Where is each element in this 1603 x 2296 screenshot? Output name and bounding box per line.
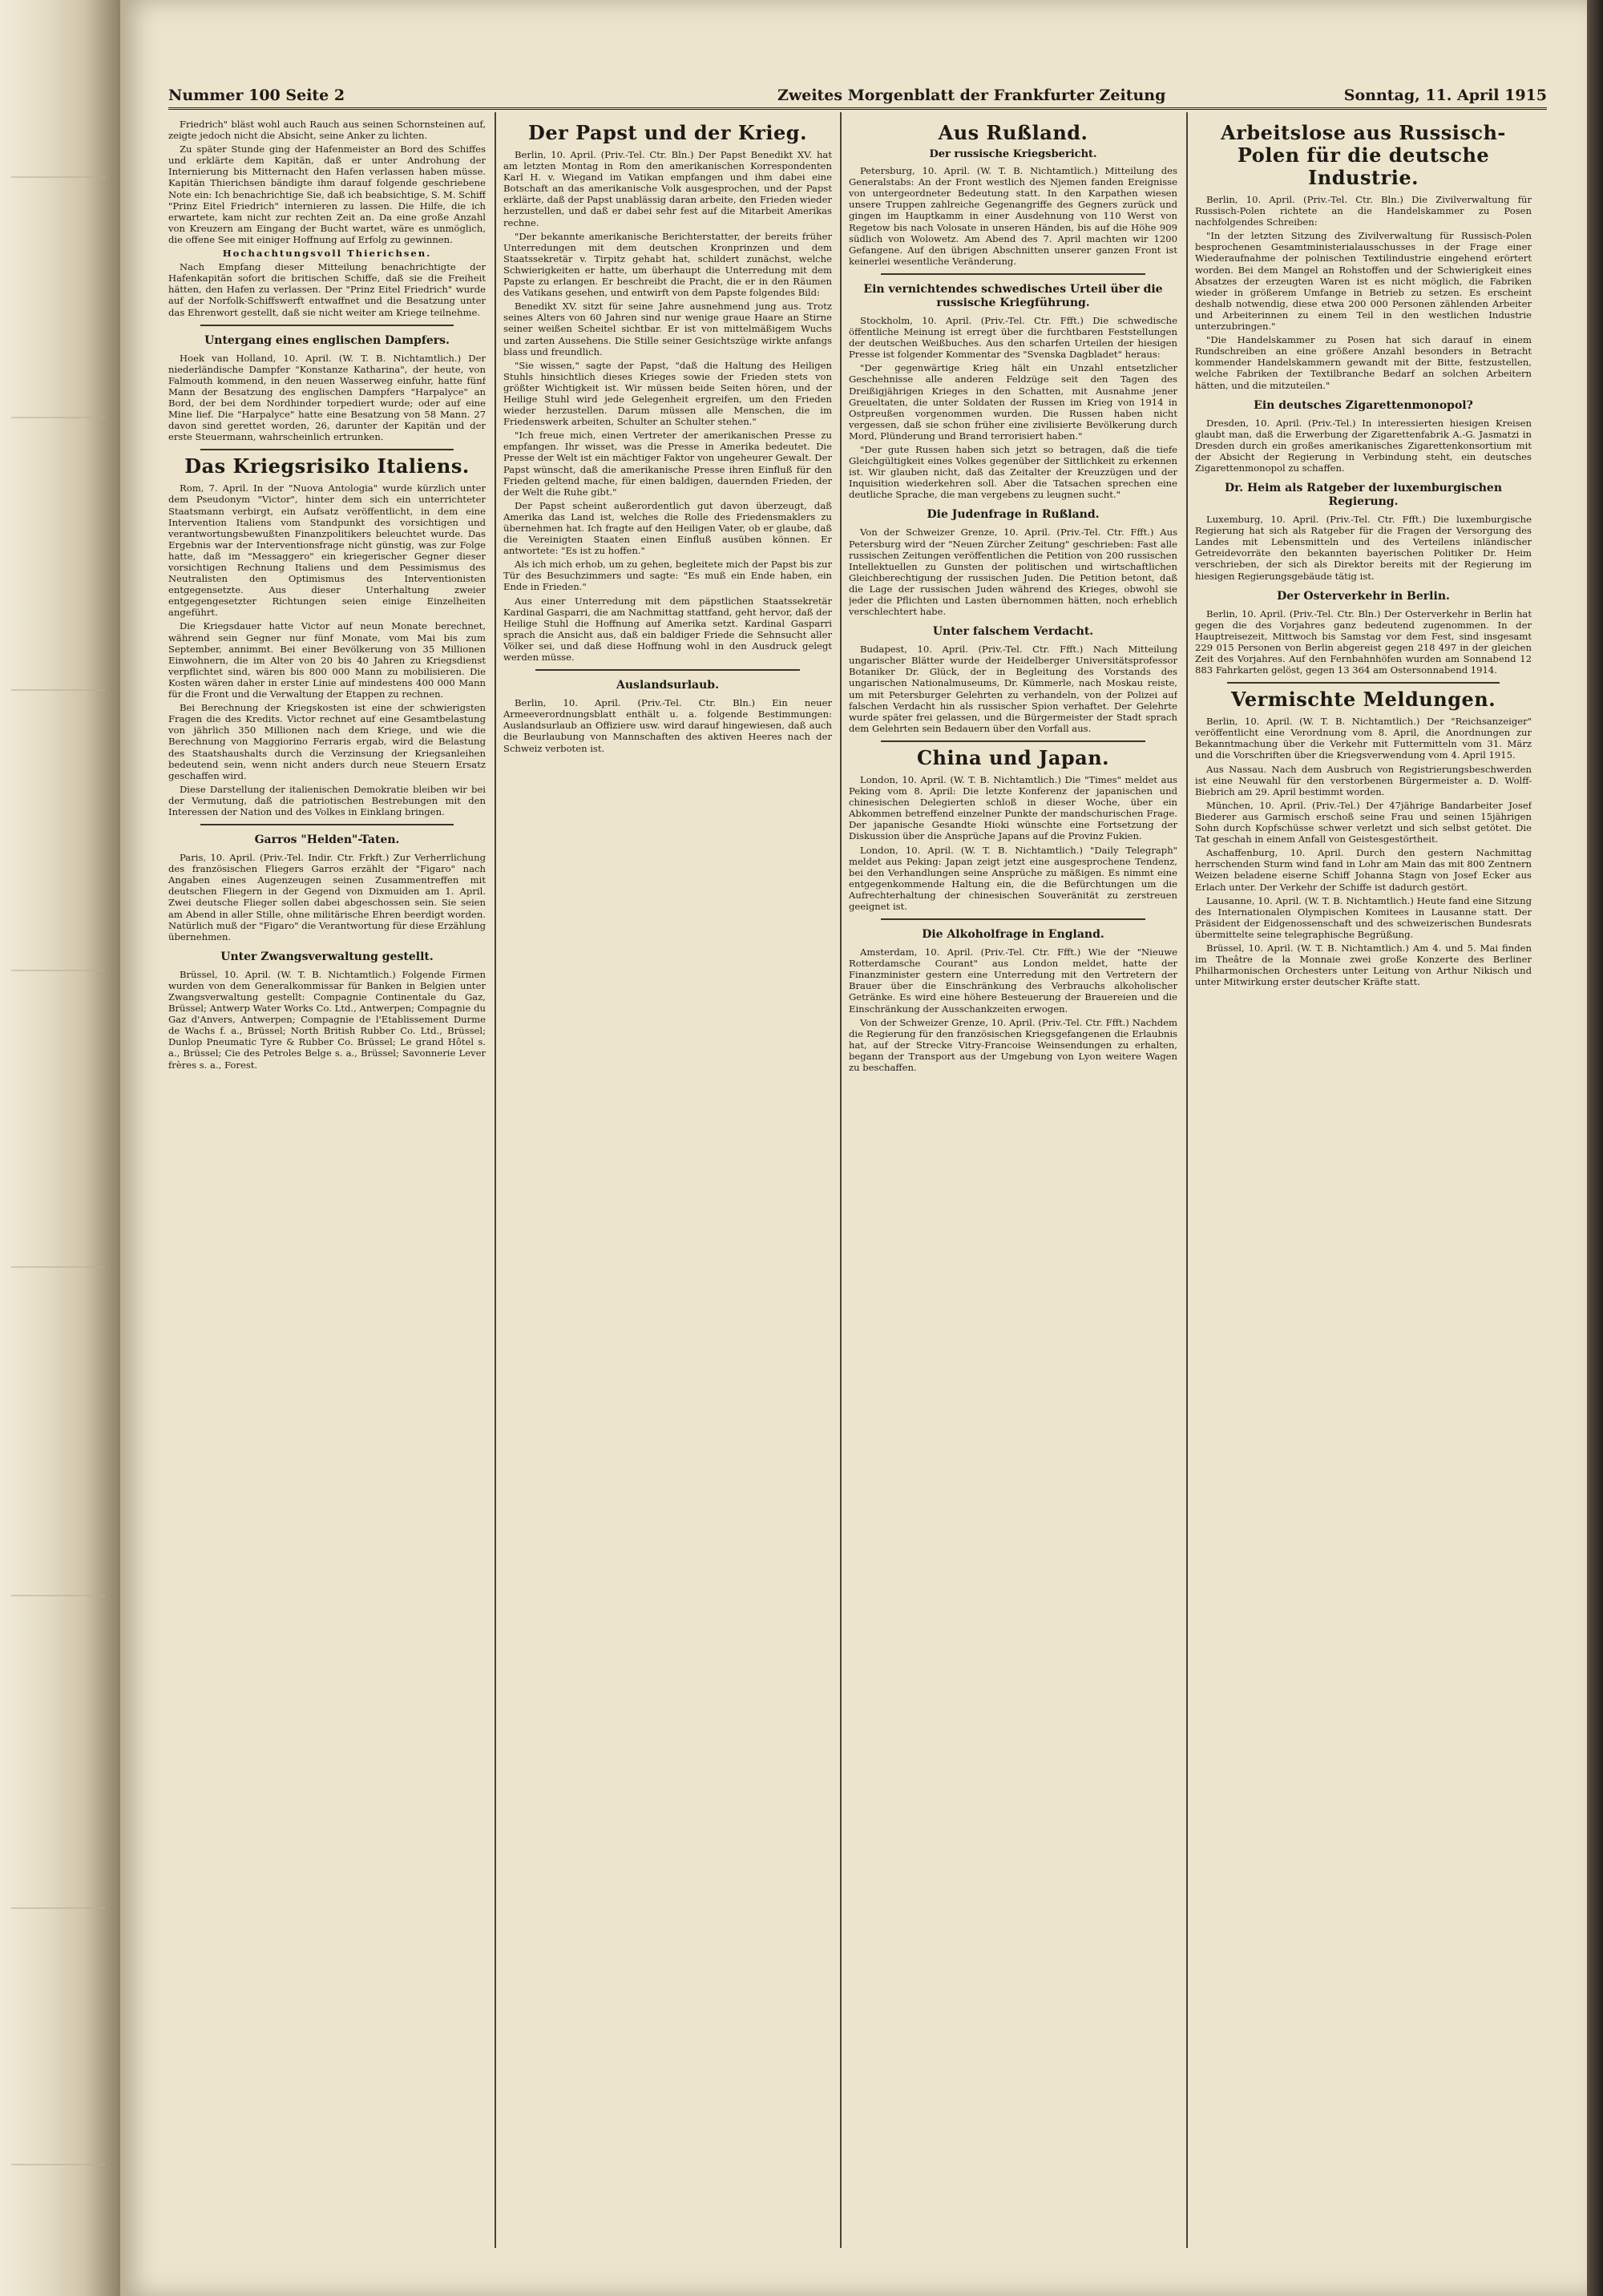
article-paragraph: Berlin, 10. April. (Priv.-Tel. Ctr. Bln.) Der Osterverkehr in Berlin hat gegen die des Vorjahres ganz bedeutend zugenommen. In der Hauptreisezeit, Mittwoch bis Samstag vor dem Fest, sind insgesamt 229 015 Personen von Berlin abgereist gegen 218 497 in der gleichen Zeit des Vorjahres. Auf den Fernbahnhöfen wurden am Sonnabend 12 883 Fahrkarten gelöst, gegen 13 364 am Ostersonnabend 1914.: [1195, 607, 1532, 676]
issue-date: Sonntag, 11. April 1915: [1343, 87, 1547, 104]
divider: [881, 273, 1145, 275]
article-paragraph: London, 10. April. (W. T. B. Nichtamtlich.) Die "Times" meldet aus Peking vom 8. April: Die letzte Konferenz der japanischen und chinesischen Delegierten schloß in dieser Woche, über ein Abkommen betreffend einzelner Punkte der mandschurischen Frage. Der japanische Gesandte Hioki wünschte eine Fortsetzung der Diskussion über die Ansprüche Japans auf die Provinz Fukien.: [849, 773, 1177, 842]
article-paragraph: Budapest, 10. April. (Priv.-Tel. Ctr. Ffft.) Nach Mitteilung ungarischer Blätter wurde der Heidelberger Universitätsprofessor Botaniker Dr. Glück, der in Begleitung des Vorstands des ungarischen Nationalmuseums, Dr. Kümmerle, nach Moskau reiste, um mit Petersburger Gelehrten zu verhandeln, von der Polizei auf falschen Verdacht hin als russischer Spion verhaftet. Der Gelehrte wurde später frei gelassen, und die Bürgermeister der Stadt sprach dem Gelehrten sein Bedauern über den Vorfall aus.: [849, 644, 1177, 734]
article-heading: Untergang eines englischen Dampfers.: [204, 333, 450, 347]
divider: [200, 449, 454, 450]
newspaper-title: Zweites Morgenblatt der Frankfurter Zeitung: [777, 87, 1166, 104]
article-paragraph: "Sie wissen," sagte der Papst, "daß die Haltung des Heiligen Stuhls hinsichtlich dieses Krieges sowie der Frieden stets von größter Wichtigkeit ist. Wir müssen beide Seiten hören, und der Heilige Stuhl wird jede Gelegenheit ergreifen, um den Frieden wieder herzustellen. Darum müssen alle Menschen, die im Friedenswerk arbeiten, Schulter an Schulter stehen.": [503, 359, 832, 428]
adjacent-page-edge: [0, 0, 120, 2296]
article-paragraph: Lausanne, 10. April. (W. T. B. Nichtamtlich.) Heute fand eine Sitzung des Internationalen Olympischen Komitees in Lausanne statt. Der Präsident der Eidgenossenschaft und des schweizerischen Bundesrats übermittelte seine telegraphische Begrüßung.: [1195, 894, 1532, 940]
article-paragraph: Berlin, 10. April. (Priv.-Tel. Ctr. Bln.) Die Zivilverwaltung für Russisch-Polen richtete an die Handelskammer zu Posen nachfolgendes Schreiben:: [1195, 194, 1532, 228]
article-headline: Der Papst und der Krieg.: [528, 121, 807, 144]
article-paragraph: Nach Empfang dieser Mitteilung benachrichtigte der Hafenkapitän sofort die britischen Schiffe, daß sie die Freiheit hätten, den Hafen zu verlassen. Der "Prinz Eitel Friedrich" wurde auf der Norfolk-Schiffswerft entwaffnet und die Besatzung unter das Ehrenwort gestellt, daß sie nicht weiter am Kriege teilnehme.: [168, 261, 486, 318]
divider: [1227, 682, 1500, 684]
newspaper-page: [120, 0, 1587, 2296]
article-headline: China und Japan.: [916, 745, 1110, 769]
article-paragraph: Brüssel, 10. April. (W. T. B. Nichtamtlich.) Am 4. und 5. Mai finden im Theâtre de la Monnaie zwei große Konzerte des Berliner Philharmonischen Orchesters unter Leitung von Arthur Nikisch und unter Mitwirkung erster deutscher Kräfte statt.: [1195, 942, 1532, 988]
article-paragraph: Benedikt XV. sitzt für seine Jahre ausnehmend jung aus. Trotz seines Alters von 60 Jahren sind nur wenige graue Haare an Stirne seiner weißen Scheitel sichtbar. Er ist von mittelmäßigem Wuchs und zarten Aussehens. Die Stille seiner Gesichtszüge wirkte anfangs blass und freundlich.: [503, 301, 832, 357]
article-heading: Ein deutsches Zigarettenmonopol?: [1254, 398, 1473, 412]
article-paragraph: Aus Nassau. Nach dem Ausbruch von Registrierungsbeschwerden ist eine Neuwahl für den verstorbenen Bürgermeister a. D. Wolff-Biebrich am 29. April bestimmt worden.: [1195, 763, 1532, 797]
article-paragraph: "Der gute Russen haben sich jetzt so betragen, daß die tiefe Gleichgültigkeit eines Volkes gegenüber der Sittlichkeit zu erkennen ist. Wir glauben nicht, daß das Zeitalter der Kreuzzügen und der Inquisition wiederkehren soll. Aber die Tatsachen sprechen eine deutliche Sprache, die man vergebens zu leugnen sucht.": [849, 443, 1177, 501]
article-paragraph: Bei Berechnung der Kriegskosten ist eine der schwierigsten Fragen die des Kredits. Victor rechnet auf eine Gesamtbelastung von jährlich 350 Millionen nach dem Kriege, und wie die Berechnung von Maggiorino Ferraris ergab, wird die Belastung des Staatshaushalts durch die Verzinsung der Kriegsanleihen bedeutend sein, wenn nicht anders durch neue Steuern Ersatz geschaffen wird.: [168, 702, 486, 781]
divider: [881, 740, 1145, 742]
article-heading: Unter falschem Verdacht.: [932, 625, 1094, 639]
article-paragraph: Diese Darstellung der italienischen Demokratie bleiben wir bei der Vermutung, daß die patriotischen Bestrebungen mit den Interessen der Nation und des Volkes in Einklang bringen.: [168, 783, 486, 817]
article-paragraph: Der Papst scheint außerordentlich gut davon überzeugt, daß Amerika das Land ist, welches die Rolle des Friedensmaklers zu übernehmen hat. Ich fragte auf den Heiligen Vater, ob er glaube, daß die Vereinigten Staaten einen Einfluß ausüben können. Er antwortete: "Es ist zu hoffen.": [503, 499, 832, 557]
article-headline: Aus Rußland.: [938, 121, 1088, 144]
article-paragraph: Berlin, 10. April. (W. T. B. Nichtamtlich.) Der "Reichsanzeiger" veröffentlicht eine Verordnung vom 8. April, die Anordnungen zur Bekanntmachung über die Verkehr mit Futtermitteln vom 31. März und die Vorschriften über die Kriegsverwendung vom 4. April 1915.: [1195, 716, 1532, 761]
article-headline: Arbeitslose aus Russisch-Polen für die deutsche Industrie.: [1221, 121, 1506, 189]
article-paragraph: "Ich freue mich, einen Vertreter der amerikanischen Presse zu empfangen. Ihr wisset, was die Presse in Amerika bedeutet. Die Presse der Welt ist ein mächtiger Faktor von ungeheurer Gewalt. Der Papst wünscht, daß die amerikanische Presse ihren Einfluß für den Frieden geltend mache, für einen baldigen, dauernden Frieden, der der Welt die Ruhe gibt.": [503, 430, 832, 498]
article-paragraph: Friedrich" bläst wohl auch Rauch aus seinen Schornsteinen auf, zeigte jedoch nicht die Absicht, seine Anker zu lichten.: [168, 119, 486, 142]
article-heading: Die Alkoholfrage in England.: [922, 928, 1104, 942]
article-paragraph: Von der Schweizer Grenze, 10. April. (Priv.-Tel. Ctr. Ffft.) Nachdem die Regierung für den französischen Kriegsgefangenen die Erlaubnis hat, auf der Strecke Vitry-Francoise Weinsendungen zu erhalten, begann der Transport aus der Umgebung von Lyon weitere Wagen zu beschaffen.: [849, 1016, 1177, 1073]
divider: [200, 325, 454, 326]
divider: [535, 669, 800, 671]
article-heading: Der Osterverkehr in Berlin.: [1277, 589, 1450, 603]
column-rule: [840, 112, 842, 2248]
column-1: [168, 119, 486, 2242]
column-rule: [495, 112, 496, 2248]
article-heading: Auslandsurlaub.: [616, 679, 719, 692]
article-paragraph: Hoek van Holland, 10. April. (W. T. B. Nichtamtlich.) Der niederländische Dampfer "Konstanze Katharina", der heute, von Falmouth kommend, in den neuen Wasserweg einfuhr, hatte fünf Mann der Besatzung des englischen Dampfers "Harpalyce" an Bord, der bei dem Nordhinder torpediert wurde; oder auf eine Mine lief. Die "Harpalyce" hatte eine Besatzung von 58 Mann. 27 davon sind gerettet worden, 26, darunter der Kapitän und der erste Steuermann, wahrscheinlich ertrunken.: [168, 352, 486, 443]
article-paragraph: Zu später Stunde ging der Hafenmeister an Bord des Schiffes und erklärte dem Kapitän, daß er unter Androhung der Internierung bis Mitternacht den Hafen verlassen haben müsse. Kapitän Thierichsen bändigte ihm darauf folgende geschriebene Note ein: Ich benachrichtige Sie, daß ich beabsichtige, S. M. Schiff "Prinz Eitel Friedrich" internieren zu lassen. Die Hilfe, die ich erwartete, kam nicht zur rechten Zeit an. Da eine große Anzahl von Kreuzern am Eingang der Bucht wartet, wäre es unmöglich, die offene See mit einiger Hoffnung auf Erfolg zu gewinnen.: [168, 143, 486, 245]
article-subheading: Der russische Kriegsbericht.: [929, 148, 1097, 160]
signature: Hochachtungsvoll Thierichsen.: [222, 248, 432, 260]
article-paragraph: Aschaffenburg, 10. April. Durch den gestern Nachmittag herrschenden Sturm wind fand in Lohr am Main das mit 800 Zentnern Weizen beladene eiserne Schiff Johanna Stagn von Josef Ecker aus Erlach unter. Der Verkehr der Schiffe ist dadurch gestört.: [1195, 847, 1532, 893]
article-paragraph: Dresden, 10. April. (Priv.-Tel.) In interessierten hiesigen Kreisen glaubt man, daß die Erwerbung der Zigarettenfabrik A.-G. Jasmatzi in Dresden durch ein großes amerikanisches Zigarettenkonsortium mit der Absicht der Regierung in Verbindung steht, ein deutsches Zigarettenmonopol zu schaffen.: [1195, 417, 1532, 474]
article-paragraph: Von der Schweizer Grenze, 10. April. (Priv.-Tel. Ctr. Ffft.) Aus Petersburg wird der "Neuen Zürcher Zeitung" geschrieben: Fast alle russischen Zeitungen veröffentlichen die Petition von 200 russischen Intellektuellen zu Gunsten der politischen und wirtschaftlichen Gleichberechtigung der russischen Juden. Die Petition betont, daß die Lage der russischen Juden während des Krieges, obwohl sie jeder die Pflichten und Lasten übernommen hätten, noch erheblich verschlechtert habe.: [849, 527, 1177, 618]
article-paragraph: "In der letzten Sitzung des Zivilverwaltung für Russisch-Polen besprochenen Gesamtministerialausschusses in der Frage einer Wiederaufnahme der polnischen Textilindustrie eingehend erörtert worden. Bei dem Mangel an Rohstoffen und der Schwierigkeit eines Absatzes der erzeugten Waren ist es nicht möglich, die Fabriken wieder in größerem Umfange in Betrieb zu setzen. Es erscheint deshalb notwendig, diese etwa 200 000 Personen zählenden Arbeiter und Arbeiterinnen zu einem Teil in den westlichen Industrie unterzubringen.": [1195, 230, 1532, 333]
article-paragraph: "Der bekannte amerikanische Berichterstatter, der bereits früher Unterredungen mit dem deutschen Kronprinzen und dem Staatssekretär v. Tirpitz gehabt hat, schildert zunächst, welche Schwierigkeiten er hatte, um überhaupt die Unterredung mit dem Papste zu erlangen. Er beschreibt die Pracht, die er in den Räumen des Vatikans gesehen, und entwirft von dem Papste folgendes Bild:: [503, 230, 832, 299]
article-paragraph: Stockholm, 10. April. (Priv.-Tel. Ctr. Ffft.) Die schwedische öffentliche Meinung ist erregt über die furchtbaren Feststellungen der deutschen Weißbuches. Aus den scharfen Urteilen der hiesigen Presse ist folgender Kommentar des "Svenska Dagbladet" heraus:: [849, 314, 1177, 361]
article-heading: Dr. Heim als Ratgeber der luxemburgischen Regierung.: [1224, 482, 1503, 509]
article-heading: Garros "Helden"-Taten.: [254, 833, 400, 847]
article-paragraph: "Die Handelskammer zu Posen hat sich darauf in einem Rundschreiben an eine größere Anzahl besonders in Betracht kommender Handelskammern gewandt mit der Bitte, festzustellen, welche Fabriken der Textilbranche Bedarf an solchen Arbeitern hätten, und die mitzuteilen.": [1195, 334, 1532, 391]
article-heading: Ein vernichtendes schwedisches Urteil über die russische Kriegführung.: [863, 282, 1163, 309]
article-paragraph: Petersburg, 10. April. (W. T. B. Nichtamtlich.) Mitteilung des Generalstabs: An der Front westlich des Njemen fanden Ereignisse von untergeordneter Bedeutung statt. In den Karpathen wiesen unsere Truppen zahlreiche Gegenangriffe des Gegners zurück und gingen im Hauptkamm in einer Ausdehnung von 110 Werst von Regetow bis nach Volosate in unseren Händen, bis auf die Höhe 909 südlich von Wolowetz. Am Abend des 7. April machten wir 1200 Gefangene. Auf den übrigen Abschnitten unserer ganzen Front ist keinerlei wesentliche Veränderung.: [849, 165, 1177, 267]
book-binding-edge: [1587, 0, 1603, 2296]
divider: [881, 918, 1145, 920]
article-paragraph: Als ich mich erhob, um zu gehen, begleitete mich der Papst bis zur Tür des Besuchzimmers und sagte: "Es muß ein Ende haben, ein Ende in Frieden.": [503, 559, 832, 593]
divider: [200, 824, 454, 825]
article-paragraph: Berlin, 10. April. (Priv.-Tel. Ctr. Bln.) Der Papst Benedikt XV. hat am letzten Montag in Rom den amerikanischen Korrespondenten Karl H. v. Wiegand im Vatikan empfangen und ihm dabei eine Botschaft an das amerikanische Volk ausgesprochen, und der Papst erklärte, daß der Papst unablässig daran arbeite, den Frieden wieder herzustellen, und daß er dabei sehr fest auf die Mitarbeit Amerikas rechne.: [503, 149, 832, 228]
article-headline: Das Kriegsrisiko Italiens.: [184, 454, 470, 478]
article-paragraph: Paris, 10. April. (Priv.-Tel. Indir. Ctr. Frkft.) Zur Verherrlichung des französischen Fliegers Garros erzählt der "Figaro" nach Angaben eines Augenzeugen seinen Zusammentreffen mit deutschen Fliegern in der Gegend von Dixmuiden am 1. April. Zwei deutsche Flieger sollen dabei abgeschossen sein. Sie seien am Abend in aller Stille, ohne militärische Ehren beerdigt worden. Natürlich muß der "Figaro" die Verantwortung für diese Erzählung übernehmen.: [168, 852, 486, 942]
column-rule: [1186, 112, 1188, 2248]
article-paragraph: Amsterdam, 10. April. (Priv.-Tel. Ctr. Ffft.) Wie der "Nieuwe Rotterdamsche Courant" aus London meldet, hatte der Finanzminister gestern eine Unterredung mit den Vertretern der Brauer über die Einschränkung des Verbrauchs alkoholischer Getränke. Es wird eine höhere Besteuerung der Brauereien und die Einschränkung der Ausschankzeiten erwogen.: [849, 946, 1177, 1015]
article-paragraph: "Der gegenwärtige Krieg hält ein Unzahl entsetzlicher Geschehnisse alle anderen Feldzüge seit den Tagen des Dreißigjährigen Krieges in den Schatten, mit Ausnahme jener Greueltaten, die unter Soldaten der Russen im Krieg von 1914 in Ostpreußen vorgenommen wurden. Die Russen haben nicht vergessen, daß sie schon früher eine zivilisierte Bevölkerung durch Mord, Plünderung und Brand terrorisiert haben.": [849, 362, 1177, 442]
column-2: [503, 119, 832, 2242]
article-paragraph: Berlin, 10. April. (Priv.-Tel. Ctr. Bln.) Ein neuer Armeeverordnungsblatt enthält u. a. folgende Bestimmungen: Auslandsurlaub an Offiziere usw. wird darauf hingewiesen, daß auch die Beurlaubung von Mannschaften des aktiven Heeres nach der Schweiz verboten ist.: [503, 697, 832, 754]
article-paragraph: London, 10. April. (W. T. B. Nichtamtlich.) "Daily Telegraph" meldet aus Peking: Japan zeigt jetzt eine ausgesprochene Tendenz, bei den Verhandlungen seine Ansprüche zu mäßigen. Es nimmt eine entgegenkommende Haltung ein, die die Befürchtungen um die Aufrechterhaltung der chinesischen Souveränität zu zerstreuen geeignet ist.: [849, 844, 1177, 912]
article-paragraph: Aus einer Unterredung mit dem päpstlichen Staatssekretär Kardinal Gasparri, die am Nachmittag stattfand, geht hervor, daß der Heilige Stuhl die Hoffnung auf Amerika setzt. Kardinal Gasparri sprach die Ansicht aus, daß ein baldiger Friede die Sehnsucht aller Völker sei, und daß diese Hoffnung wohl in den Ausdruck gelegt werden müsse.: [503, 595, 832, 664]
article-headline: Vermischte Meldungen.: [1230, 688, 1496, 712]
article-paragraph: München, 10. April. (Priv.-Tel.) Der 47jährige Bandarbeiter Josef Biederer aus Garmisch erschoß seine Frau und seinen 15jährigen Sohn durch Kopfschüsse schwer verletzt und sich selbst getötet. Die Tat geschah in einem Anfall von Geistesgestörtheit.: [1195, 799, 1532, 845]
page-header: [168, 87, 1547, 110]
article-paragraph: Brüssel, 10. April. (W. T. B. Nichtamtlich.) Folgende Firmen wurden von dem Generalkommissar für Banken in Belgien unter Zwangsverwaltung gestellt: Compagnie Continentale du Gaz, Brüssel; Antwerp Water Works Co. Ltd., Antwerpen; Compagnie du Gaz d'Anvers, Antwerpen; Compagnie de l'Etablissement Durme de Wachs f. a., Brüssel; North British Rubber Co. Ltd., Brüssel; Dunlop Pneumatic Tyre & Rubber Co. Brüssel; Le grand Hôtel s. a., Brüssel; Cie des Petroles Belge s. a., Brüssel; Savonnerie Lever frères s. a., Forest.: [168, 968, 486, 1071]
article-paragraph: Die Kriegsdauer hatte Victor auf neun Monate berechnet, während sein Gegner nur fünf Monate, vom Mai bis zum September, annimmt. Bei einer Bevölkerung von 35 Millionen Einwohnern, die im Alter von 20 bis 40 Jahren zu Kriegsdienst verpflichtet sind, wären bis 800 000 Mann zu mobilisieren. Die Kosten wären daher in erster Linie auf mindestens 400 000 Mann für die Front und die Verwaltung der Etappen zu rechnen.: [168, 620, 486, 700]
article-heading: Die Judenfrage in Rußland.: [927, 508, 1100, 522]
page-number: Nummer 100 Seite 2: [168, 87, 345, 104]
column-4: [1195, 119, 1532, 2242]
article-heading: Unter Zwangsverwaltung gestellt.: [220, 950, 434, 963]
article-paragraph: Rom, 7. April. In der "Nuova Antologia" wurde kürzlich unter dem Pseudonym "Victor", hinter dem sich ein unterrichteter Staatsmann verbirgt, ein Aufsatz veröffentlicht, in dem eine Intervention Italiens vom Standpunkt des vorsichtigen und verantwortungsbewußten Finanzpolitikers beleuchtet wurde. Das Ergebnis war der Interventionsfrage nicht günstig, was zur Folge hatte, daß im "Messaggero" ein kriegerischer Gegner dieser vorsichtigen Rechnung Italiens und dem Pessimismus des Neutralisten den Optimismus des Interventionisten entgegensetzte. Aus dieser Unterhaltung zweier entgegengesetzter Richtungen seien einige Einzelheiten angeführt.: [168, 482, 486, 619]
article-paragraph: Luxemburg, 10. April. (Priv.-Tel. Ctr. Ffft.) Die luxemburgische Regierung hat sich als Ratgeber für die Fragen der Versorgung des Landes mit Lebensmitteln und des Verteilens inländischer Getreidevorräte den bekannten bayerischen Politiker Dr. Heim verschrieben, der sich als Direktor bereits mit der Regierung im hiesigen Regierungsgebäude tätig ist.: [1195, 514, 1532, 582]
column-3: [849, 119, 1177, 2242]
